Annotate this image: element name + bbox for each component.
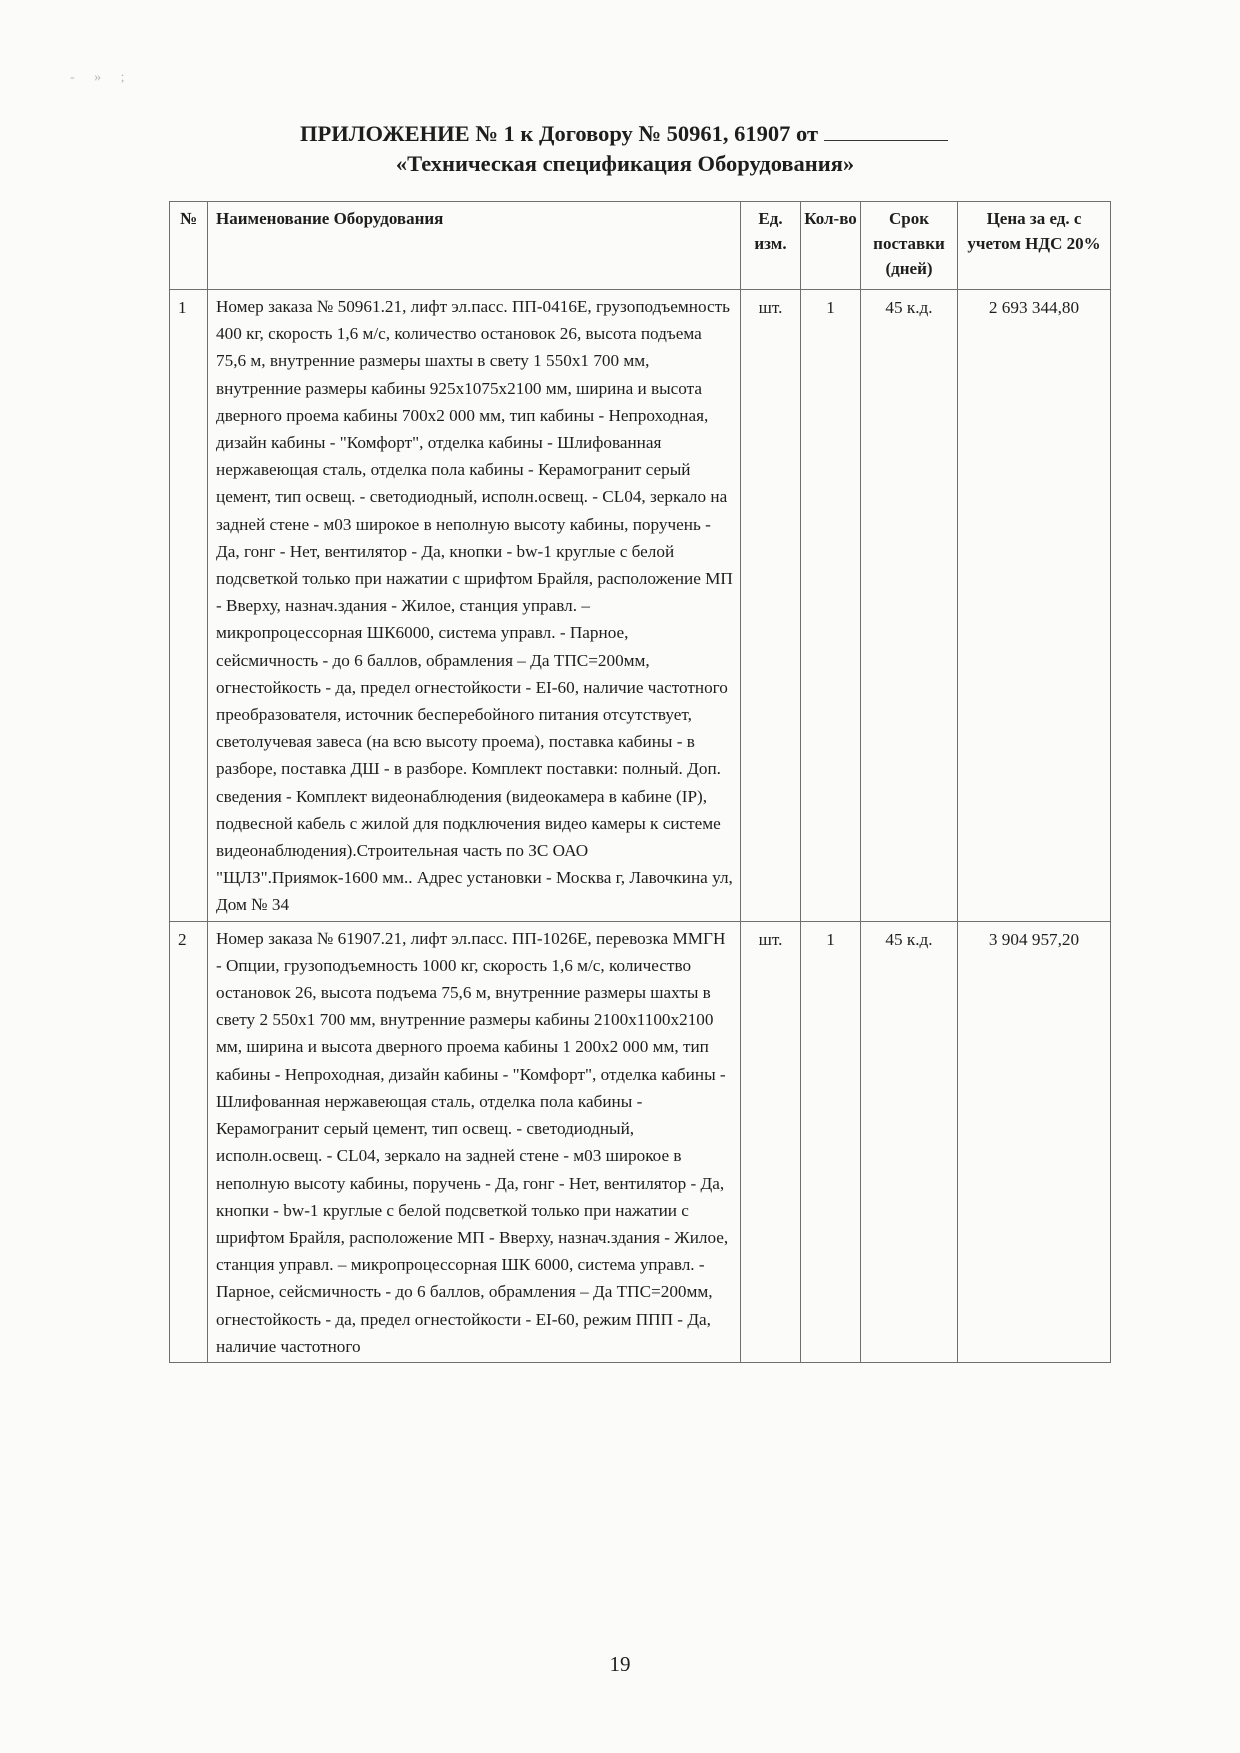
column-header-price: Цена за ед. с учетом НДС 20% — [958, 202, 1111, 290]
delivery-term-cell: 45 к.д. — [861, 921, 958, 1362]
document-heading — [0, 119, 1240, 179]
unit-cell: шт. — [741, 921, 801, 1362]
column-header-name: Наименование Оборудования — [208, 202, 741, 290]
equipment-description — [208, 921, 741, 1362]
table-row — [170, 921, 1111, 1362]
unit-cell: шт. — [741, 290, 801, 922]
equipment-specification-table — [169, 201, 1111, 1363]
quantity-cell: 1 — [801, 290, 861, 922]
column-header-qty: Кол-во — [801, 202, 861, 290]
page-number: 19 — [609, 1652, 631, 1676]
column-header-unit: Ед. изм. — [741, 202, 801, 290]
equipment-description — [208, 290, 741, 922]
price-cell: 2 693 344,80 — [958, 290, 1111, 922]
price-cell: 3 904 957,20 — [958, 921, 1111, 1362]
delivery-term-cell: 45 к.д. — [861, 290, 958, 922]
description-text: Номер заказа № 61907.21, лифт эл.пасс. ПП-1026Е, перевозка ММГН - Опции, грузоподъемность 1000 кг, скорость 1,6 м/с, количество остановок 26, высота подъема 75,6 м, внутренние размеры шахты в свету 2 550х1 700 мм, внутренние размеры кабины 2100х1100х2100 мм, ширина и высота дверного проема кабины 1 200х2 000 мм, тип кабины - Непроходная, дизайн кабины - "Комфорт", отделка кабины - Шлифованная нержавеющая сталь, отделка пола кабины - Керамогранит серый цемент, тип освещ. - светодиодный, исполн.освещ. - CL04, зеркало на задней стене - м03 широкое в неполную высоту кабины, поручень - Да, гонг - Нет, вентилятор - Да, кнопки - bw-1 круглые с белой подсветкой только при нажатии с шрифтом Брайля, расположение МП - Вверху, назнач.здания - Жилое, станция управл. – микропроцессорная ШК 6000, система управл. - Парное, сейсмичность - до 6 баллов, обрамления – Да ТПС=200мм, огнестойкость - да, предел огнестойкости - EI-60, режим ППП - Да, наличие частотного — [216, 928, 729, 1356]
date-blank-line — [824, 120, 948, 141]
heading-title: ПРИЛОЖЕНИЕ № 1 к Договору № 50961, 61907 от — [299, 121, 819, 146]
scan-artifact: - » ; — [70, 70, 133, 85]
heading-line-1 — [8, 119, 1240, 149]
quantity-cell: 1 — [801, 921, 861, 1362]
row-number: 1 — [170, 290, 208, 922]
description-text: Номер заказа № 50961.21, лифт эл.пасс. ПП-0416Е, грузоподъемность 400 кг, скорость 1,6 м/с, количество остановок 26, высота подъема 75,6 м, внутренние размеры шахты в свету 1 550х1 700 мм, внутренние размеры кабины 925х1075х2100 мм, ширина и высота дверного проема кабины 700х2 000 мм, тип кабины - Непроходная, дизайн кабины - "Комфорт", отделка кабины - Шлифованная нержавеющая сталь, отделка пола кабины - Керамогранит серый цемент, тип освещ. - светодиодный, исполн.освещ. - CL04, зеркало на задней стене - м03 широкое в неполную высоту кабины, поручень - Да, гонг - Нет, вентилятор - Да, кнопки - bw-1 круглые с белой подсветкой только при нажатии с шрифтом Брайля, расположение МП - Вверху, назнач.здания - Жилое, станция управл. – микропроцессорная ШК6000, система управл. - Парное, сейсмичность - до 6 баллов, обрамления – Да ТПС=200мм, огнестойкость - да, предел огнестойкости - EI-60, наличие частотного преобразователя, источник бесперебойного питания отсутствует, светолучевая завеса (на всю высоту проема), поставка кабины - в разборе, поставка ДШ - в разборе. Комплект поставки: полный. Доп. сведения - Комплект видеонаблюдения (видеокамера в кабине (IP), подвесной кабель с жилой для подключения видео камеры к системе видеонаблюдения).Строительная часть по ЗС ОАО "ЩЛЗ".Приямок-1600 мм.. Адрес установки - Москва г, Лавочкина ул, Дом № 34 — [216, 297, 733, 915]
column-header-num: № — [170, 202, 208, 290]
table-header-row — [170, 202, 1111, 290]
table-row — [170, 290, 1111, 922]
heading-line-2: «Техническая спецификация Оборудования» — [395, 151, 855, 176]
row-number: 2 — [170, 921, 208, 1362]
column-header-term: Срок поставки (дней) — [861, 202, 958, 290]
